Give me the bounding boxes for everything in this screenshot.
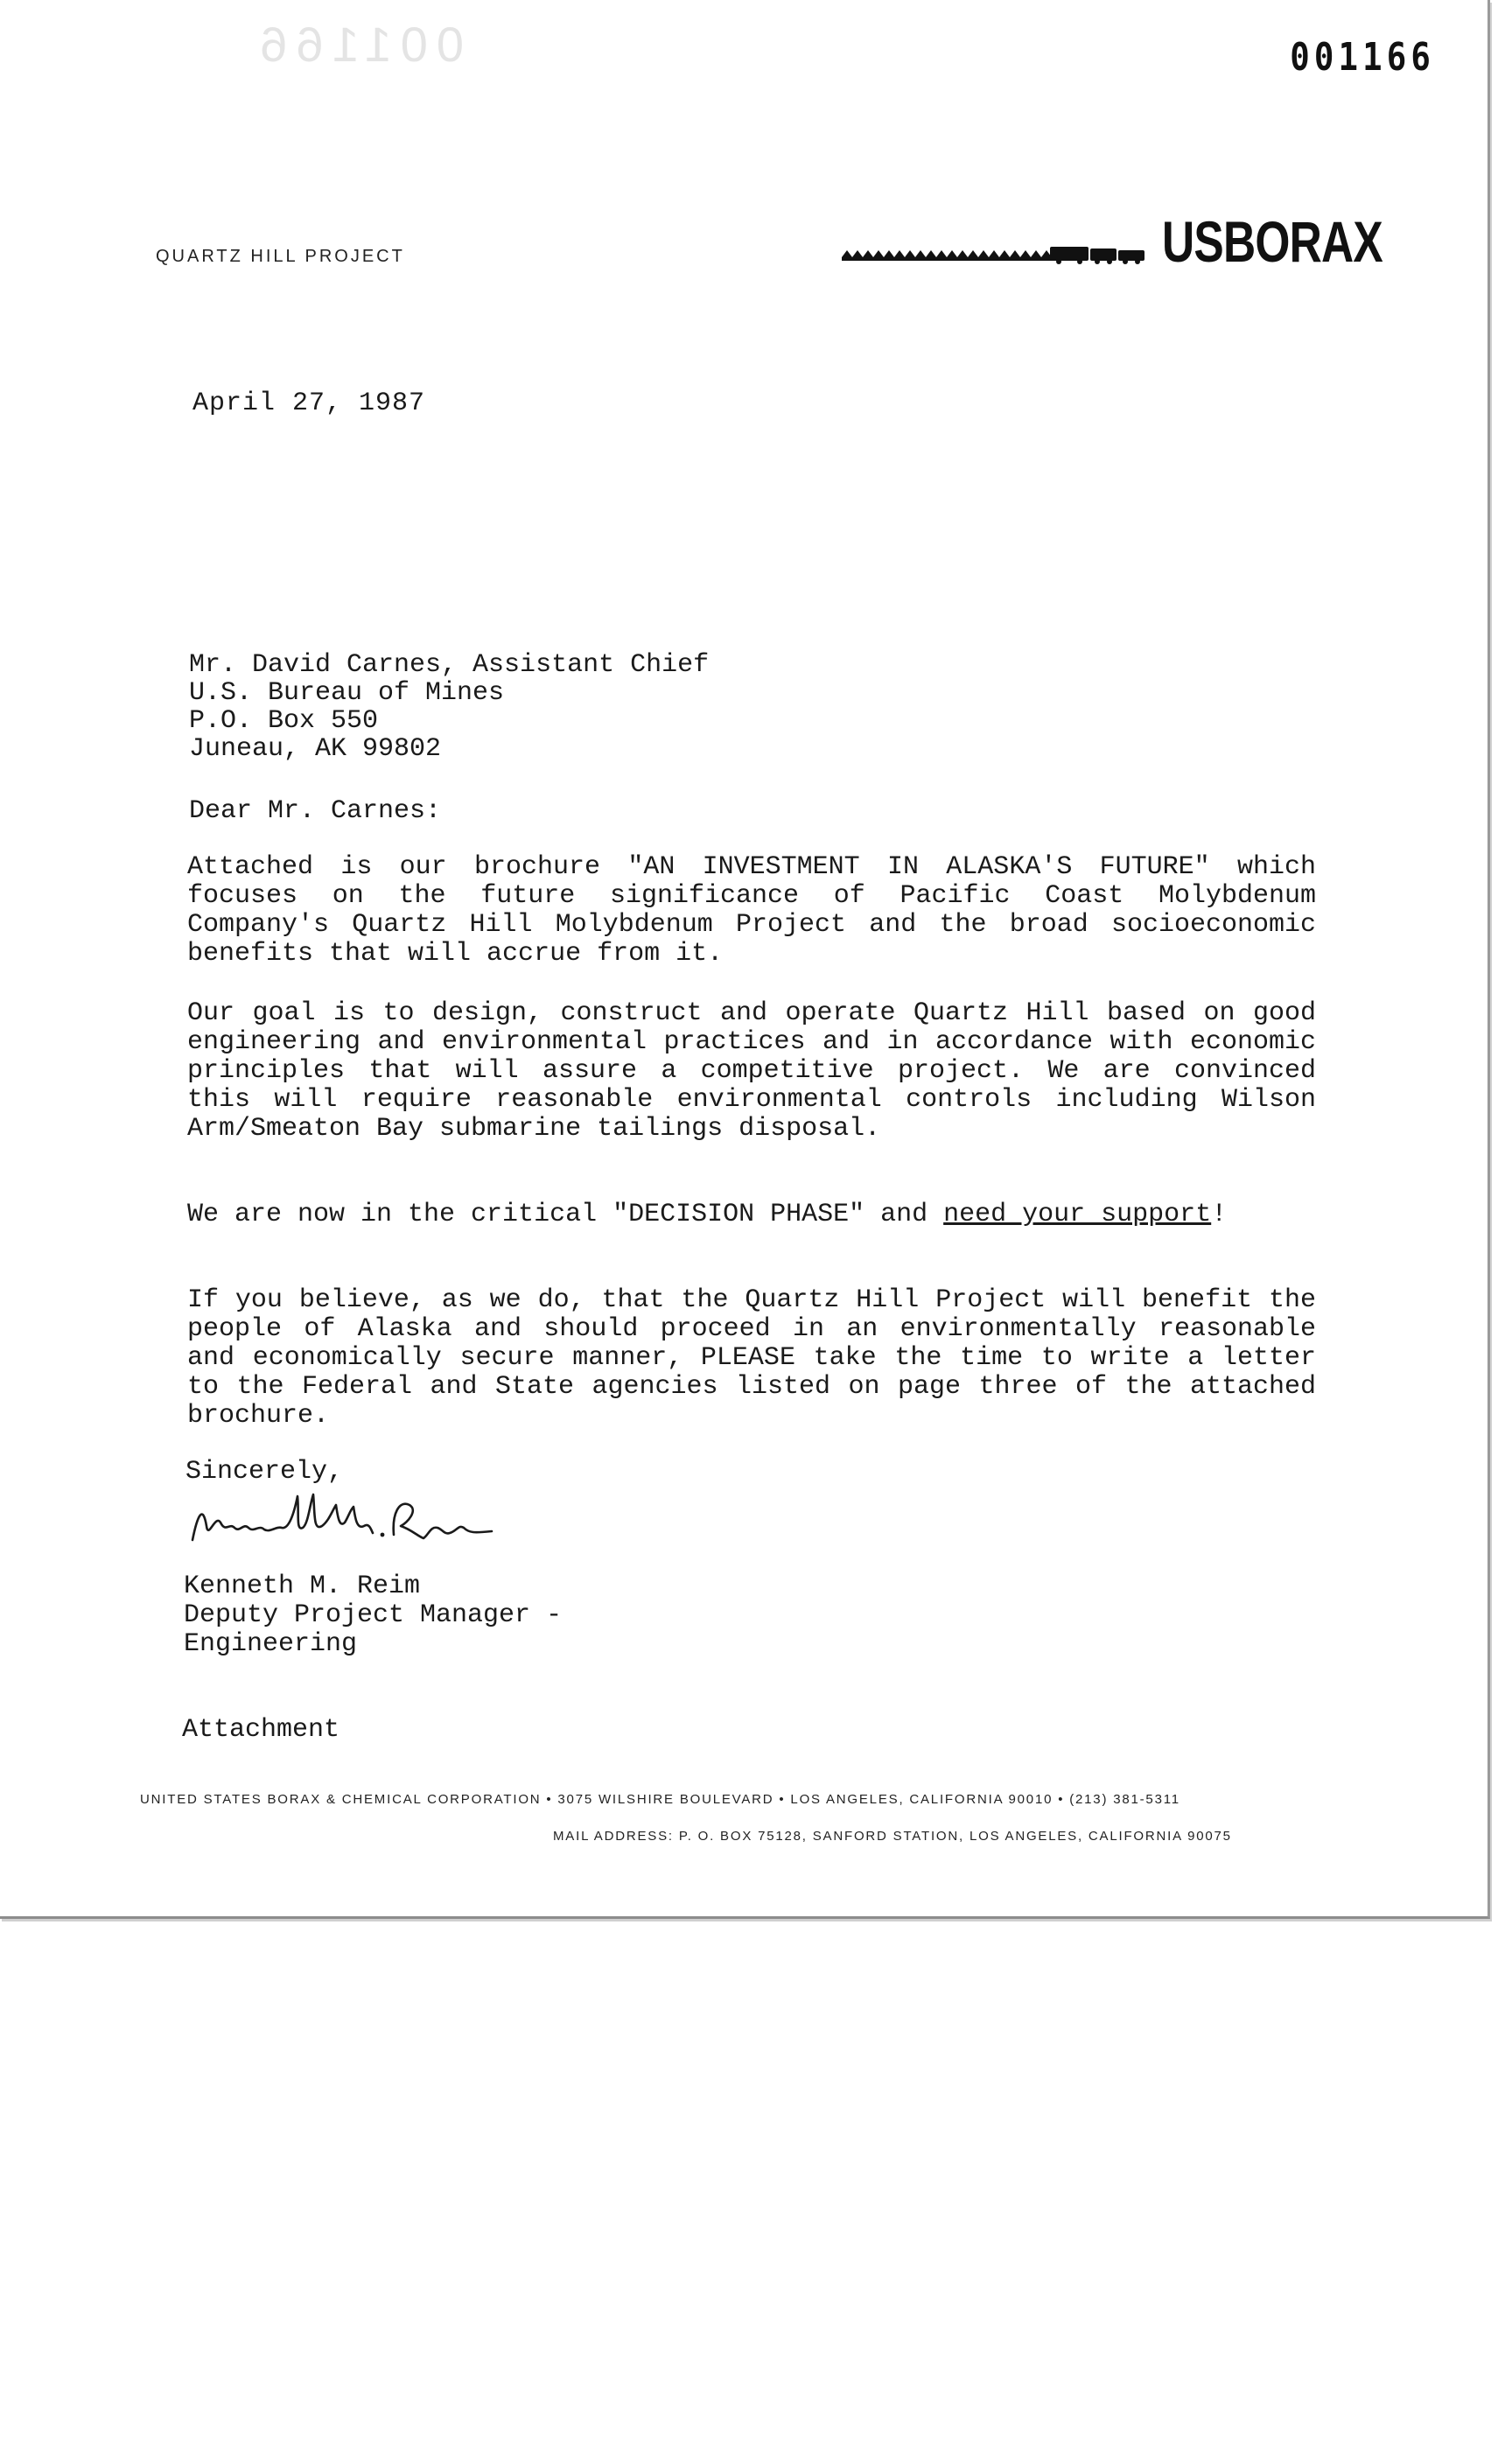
signer-department: Engineering: [184, 1629, 358, 1659]
footer-mail-address: MAIL ADDRESS: P. O. BOX 75128, SANFORD STATION, LOS ANGELES, CALIFORNIA 90075: [553, 1829, 1232, 1844]
signer-block: [184, 1572, 562, 1659]
logo-wordmark: USBORAX: [1162, 209, 1382, 274]
document-number: 001166: [1290, 35, 1435, 80]
paragraph-goal: Our goal is to design, construct and operate Quartz Hill based on good engineering and environmental practices and in accordance with economic principles that will assure a competitive project. We are convinced this will require reasonable environmental controls including Wilson Arm/Smeaton Bay submarine tailings disposal.: [187, 998, 1316, 1144]
address-line: Mr. David Carnes, Assistant Chief: [189, 650, 710, 680]
signer-title: Deputy Project Manager -: [184, 1600, 563, 1630]
paragraph-decision-phase: [187, 1200, 1316, 1229]
address-line: Juneau, AK 99802: [189, 734, 442, 764]
decision-phase-text: We are now in the critical "DECISION PHASE" and: [187, 1200, 944, 1229]
footer-corporate-address: UNITED STATES BORAX & CHEMICAL CORPORATION • 3075 WILSHIRE BOULEVARD • LOS ANGELES, CALIFORNIA 90010 • (213) 381-5311: [140, 1792, 1180, 1807]
exclamation: !: [1211, 1200, 1228, 1229]
bleed-through-mark: 001166: [251, 17, 464, 72]
project-label: QUARTZ HILL PROJECT: [156, 247, 405, 266]
mule-team-icon: [840, 242, 1155, 264]
address-line: P.O. Box 550: [189, 706, 379, 736]
salutation: Dear Mr. Carnes:: [189, 796, 442, 826]
letter-date: April 27, 1987: [192, 388, 426, 418]
enclosure-note: Attachment: [182, 1715, 340, 1745]
address-line: U.S. Bureau of Mines: [189, 678, 505, 708]
closing: Sincerely,: [186, 1457, 344, 1487]
handwritten-signature: [186, 1488, 518, 1558]
need-support-emphasis: need your support: [943, 1200, 1212, 1229]
paragraph-brochure: Attached is our brochure "AN INVESTMENT IN ALASKA'S FUTURE" which focuses on the future significance of Pacific Coast Molybdenum Company's Quartz Hill Molybdenum Project and the broad socioeconomic benefits that will accrue from it.: [187, 852, 1316, 969]
company-logo: [840, 209, 1382, 274]
paragraph-request: If you believe, as we do, that the Quartz Hill Project will benefit the people of Alaska and should proceed in an environmentally reasonable and economically secure manner, PLEASE take the time to write a letter to the Federal and State agencies listed on page three of the attached brochure.: [187, 1285, 1316, 1431]
recipient-address: [189, 651, 709, 763]
signer-name: Kenneth M. Reim: [184, 1572, 421, 1601]
